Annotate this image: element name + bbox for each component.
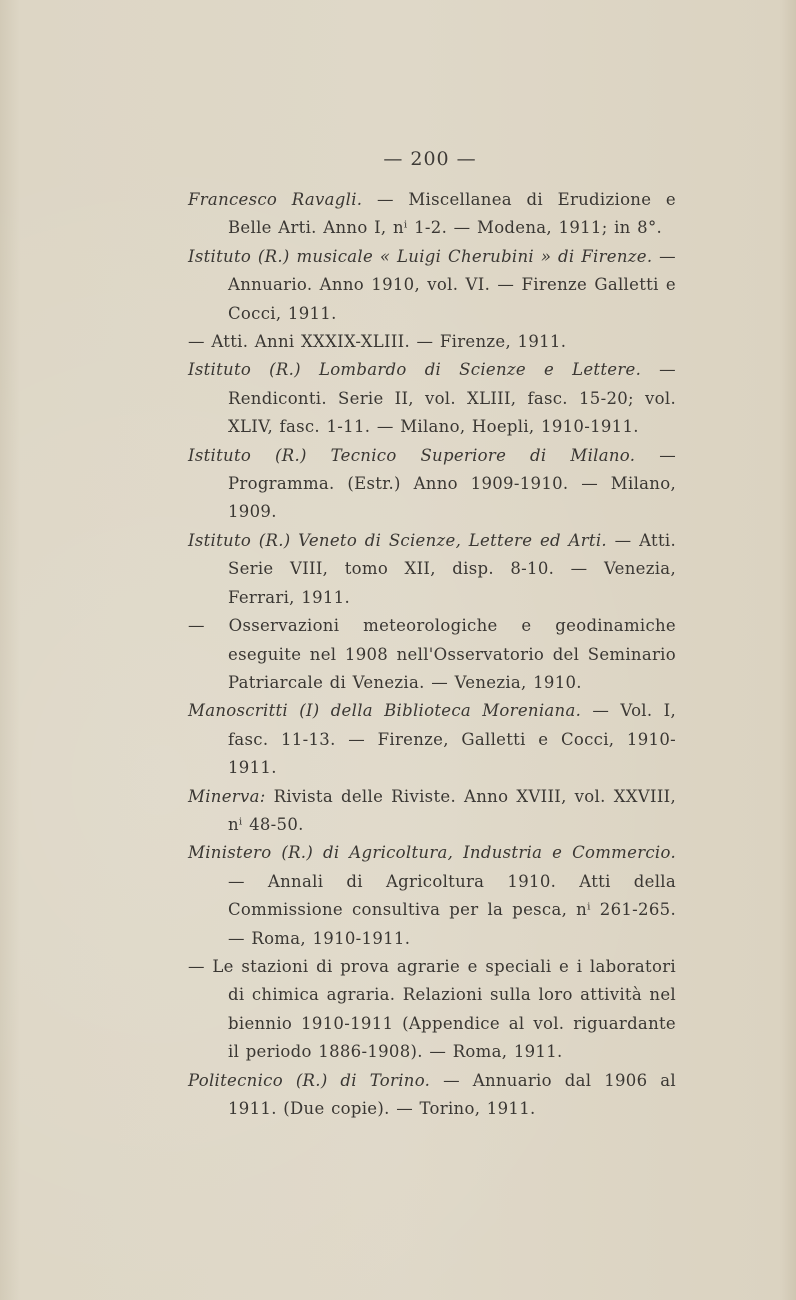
entry-heading: Minerva: bbox=[188, 786, 266, 806]
bibliography-list bbox=[188, 186, 676, 1123]
entry-heading: Politecnico (R.) di Torino. bbox=[188, 1070, 431, 1090]
bibliography-entry bbox=[188, 243, 676, 328]
bibliography-entry bbox=[188, 1067, 676, 1124]
bibliography-entry bbox=[188, 697, 676, 782]
bibliography-entry bbox=[188, 953, 676, 1067]
entry-text: — Miscellanea di Erudizione e Belle Arti. Anno I, nⁱ 1-2. — Modena, 1911; in 8°. bbox=[228, 190, 676, 238]
entry-text: — Osservazioni meteorologiche e geodinamiche eseguite nel 1908 nell'Osservatorio del Seminario Patriarcale di Venezia. — Venezia, 1910. bbox=[188, 616, 676, 692]
entry-text: — Annuario dal 1906 al 1911. (Due copie). — Torino, 1911. bbox=[228, 1070, 676, 1118]
entry-heading: Istituto (R.) Lombardo di Scienze e Lettere. bbox=[188, 360, 642, 380]
entry-text: — Vol. I, fasc. 11-13. — Firenze, Galletti e Cocci, 1910-1911. bbox=[228, 701, 676, 778]
entry-text: — Le stazioni di prova agrarie e speciali e i laboratori di chimica agraria. Relazioni sulla loro attività nel biennio 1910-1911 (Appendice al vol. riguardante il periodo 1886-1908). — Roma, 1911. bbox=[188, 956, 676, 1062]
bibliography-entry bbox=[188, 328, 676, 356]
entry-heading: Ministero (R.) di Agricoltura, Industria e Commercio. bbox=[188, 843, 676, 863]
entry-heading: Manoscritti (I) della Biblioteca Moreniana. bbox=[188, 701, 582, 721]
entry-text: — Annali di Agricoltura 1910. Atti della Commissione consultiva per la pesca, nⁱ 261-265. — Roma, 1910-1911. bbox=[228, 871, 676, 948]
entry-text: — Annuario. Anno 1910, vol. VI. — Firenze Galletti e Cocci, 1911. bbox=[228, 246, 676, 323]
entry-heading: Istituto (R.) musicale « Luigi Cherubini » di Firenze. bbox=[188, 246, 653, 266]
bibliography-entry bbox=[188, 839, 676, 953]
bibliography-entry bbox=[188, 612, 676, 697]
bibliography-entry bbox=[188, 442, 676, 527]
bibliography-entry bbox=[188, 356, 676, 441]
entry-heading: Istituto (R.) Tecnico Superiore di Milano. bbox=[188, 445, 636, 465]
bibliography-entry bbox=[188, 783, 676, 840]
entry-heading: Francesco Ravagli. bbox=[188, 190, 363, 209]
bibliography-entry bbox=[188, 186, 676, 243]
entry-text: — Rendiconti. Serie II, vol. XLIII, fasc. 15-20; vol. XLIV, fasc. 1-11. — Milano, Hoepli, 1910-1911. bbox=[228, 360, 676, 437]
page-number: — 200 — bbox=[383, 148, 477, 170]
entry-text: — Atti. Anni XXXIX-XLIII. — Firenze, 1911. bbox=[188, 332, 567, 352]
entry-text: — Programma. (Estr.) Anno 1909-1910. — Milano, 1909. bbox=[228, 445, 676, 522]
entry-text: Rivista delle Riviste. Anno XVIII, vol. XXVIII, nⁱ 48-50. bbox=[228, 786, 676, 834]
entry-text: — Atti. Serie VIII, tomo XII, disp. 8-10. — Venezia, Ferrari, 1911. bbox=[228, 530, 676, 607]
entry-heading: Istituto (R.) Veneto di Scienze, Lettere ed Arti. bbox=[188, 530, 607, 550]
bibliography-entry bbox=[188, 527, 676, 612]
